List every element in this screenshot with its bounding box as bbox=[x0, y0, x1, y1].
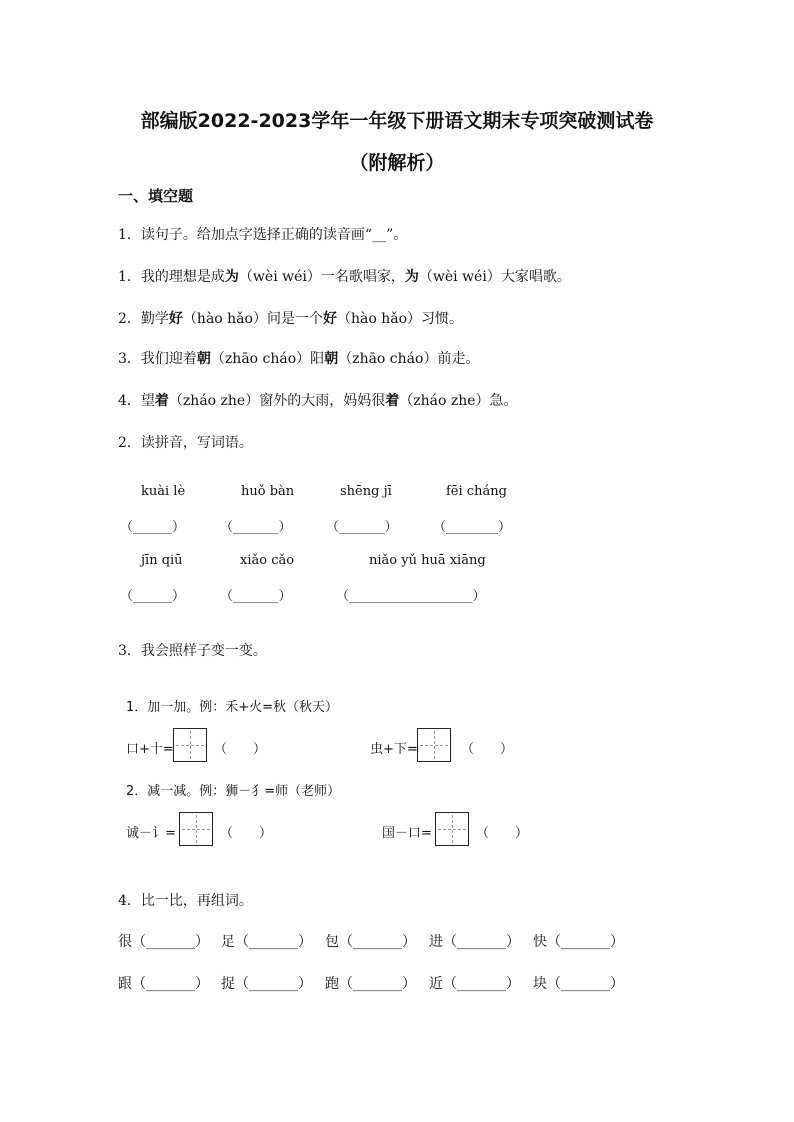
answer-blank[interactable]: （______） bbox=[120, 520, 186, 535]
q1-item-4: 4．望着（zháo zhe）窗外的大雨，妈妈很着（zháo zhe）急。 bbox=[118, 393, 518, 409]
pinyin: huǒ bàn bbox=[241, 484, 295, 499]
answer-blank[interactable]: （________） bbox=[433, 520, 512, 535]
answer-blank[interactable]: （_______） bbox=[220, 520, 292, 535]
q3-prompt: 3．我会照样子变一变。 bbox=[118, 643, 267, 659]
q1-prompt: 1．读句子。给加点字选择正确的读音画“__”。 bbox=[118, 227, 408, 243]
answer-paren[interactable]: （ ） bbox=[214, 742, 267, 757]
tianzige-box[interactable] bbox=[435, 812, 469, 846]
q4-prompt: 4．比一比，再组词。 bbox=[118, 893, 253, 909]
pinyin: jīn qiū bbox=[141, 553, 183, 568]
q4-item[interactable]: 块（_______） bbox=[533, 976, 624, 992]
q4-item[interactable]: 包（_______） bbox=[325, 934, 416, 950]
q4-item[interactable]: 跑（_______） bbox=[325, 976, 416, 992]
pinyin: niǎo yǔ huā xiāng bbox=[369, 553, 486, 568]
answer-paren[interactable]: （ ） bbox=[461, 742, 514, 757]
answer-blank[interactable]: （___________________） bbox=[336, 589, 486, 604]
answer-paren[interactable]: （ ） bbox=[220, 826, 273, 841]
q4-item[interactable]: 近（_______） bbox=[429, 976, 520, 992]
q3-sub-expr-2: 国－口= bbox=[382, 826, 432, 841]
doc-subtitle: （附解析） bbox=[349, 152, 445, 174]
q1-item-2: 2．勤学好（hào hǎo）问是一个好（hào hǎo）习惯。 bbox=[118, 311, 464, 327]
q1-item-3: 3．我们迎着朝（zhāo cháo）阳朝（zhāo cháo）前走。 bbox=[118, 351, 480, 367]
pinyin: kuài lè bbox=[141, 484, 186, 499]
pinyin: xiǎo cǎo bbox=[240, 553, 295, 568]
pinyin: fēi cháng bbox=[446, 484, 507, 499]
doc-title: 部编版2022-2023学年一年级下册语文期末专项突破测试卷 bbox=[140, 110, 654, 132]
q4-item[interactable]: 足（_______） bbox=[221, 934, 312, 950]
answer-blank[interactable]: （_______） bbox=[220, 589, 292, 604]
q2-prompt: 2．读拼音，写词语。 bbox=[118, 435, 253, 451]
pinyin: shēng jī bbox=[340, 484, 392, 499]
q4-item[interactable]: 快（_______） bbox=[533, 934, 624, 950]
section-heading: 一、填空题 bbox=[118, 187, 194, 205]
q3-add-expr-2: 虫+下= bbox=[370, 742, 418, 757]
q3-add-prompt: 1．加一加。例：禾+火=秋（秋天） bbox=[126, 700, 339, 715]
q1-item-1: 1．我的理想是成为（wèi wéi）一名歌唱家，为（wèi wéi）大家唱歌。 bbox=[118, 269, 571, 285]
answer-blank[interactable]: （______） bbox=[120, 589, 186, 604]
q4-item[interactable]: 很（_______） bbox=[118, 934, 209, 950]
q3-sub-prompt: 2．减一减。例：狮－犭=师（老师） bbox=[126, 784, 341, 799]
q4-item[interactable]: 捉（_______） bbox=[221, 976, 312, 992]
answer-blank[interactable]: （_______） bbox=[326, 520, 398, 535]
q4-item[interactable]: 跟（_______） bbox=[118, 976, 209, 992]
tianzige-box[interactable] bbox=[173, 728, 207, 762]
q3-sub-expr-1: 诚－讠= bbox=[126, 826, 176, 841]
q3-add-expr-1: 口+十= bbox=[126, 742, 174, 757]
q4-item[interactable]: 进（_______） bbox=[429, 934, 520, 950]
tianzige-box[interactable] bbox=[417, 728, 451, 762]
tianzige-box[interactable] bbox=[179, 812, 213, 846]
answer-paren[interactable]: （ ） bbox=[476, 826, 529, 841]
